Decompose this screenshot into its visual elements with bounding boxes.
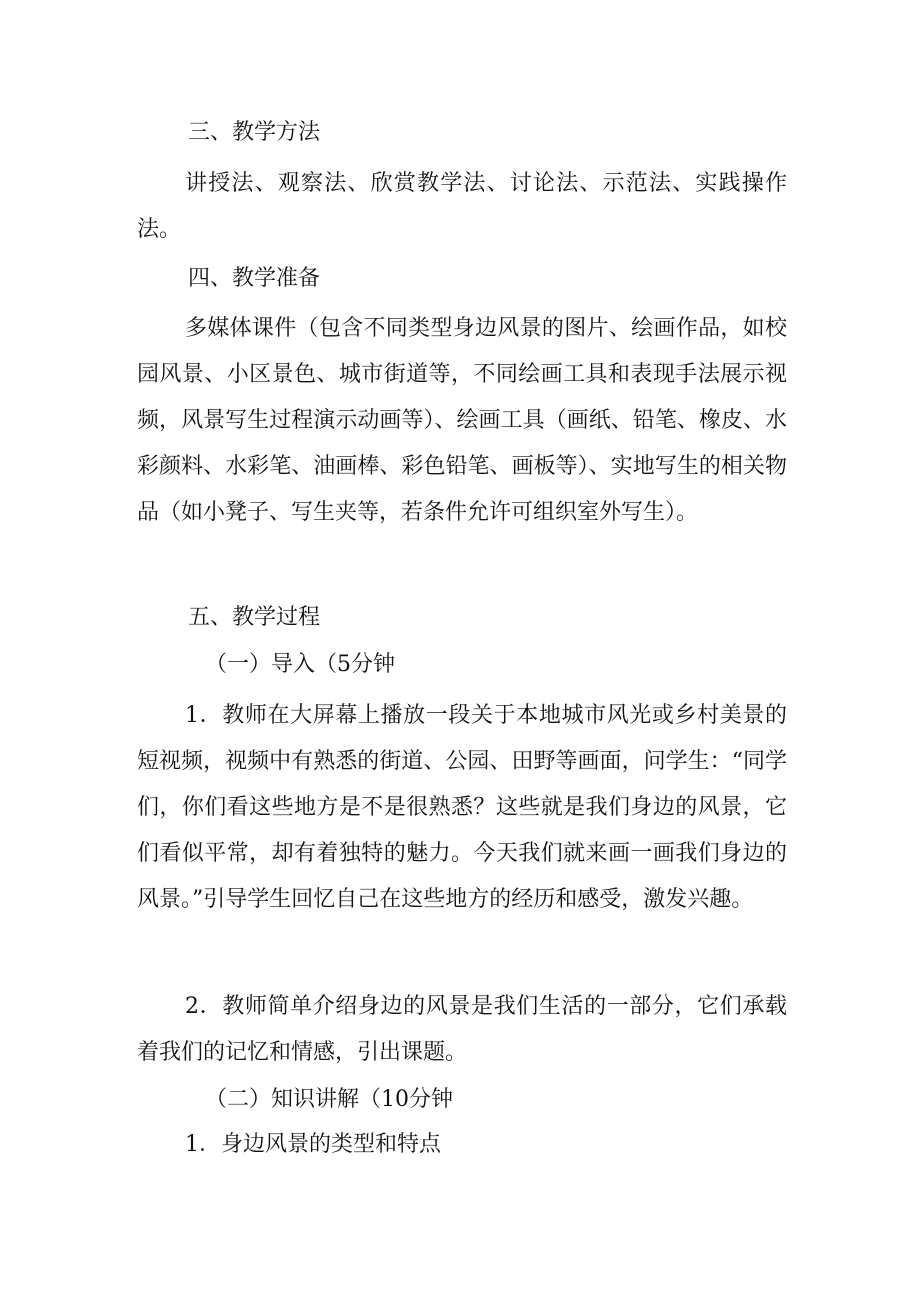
knowledge-item-1: 1．身边风景的类型和特点 — [185, 1132, 441, 1157]
section-heading-teaching-process: 五、教学过程 — [188, 605, 321, 630]
teaching-preparation-paragraph: 多媒体课件（包含不同类型身边风景的图片、绘画作品，如校园风景、小区景色、城市街道等，不同绘画工具和表现手法展示视频，风景写生过程演示动画等）、绘画工具（画纸、铅笔、橡皮、水彩颜料、水彩笔、油画棒、彩色铅笔、画板等）、实地写生的相关物品（如小凳子、写生夹等，若条件允许可组织室外写生）。 — [137, 316, 787, 525]
subsection-heading-introduction: （一）导入（5分钟 — [205, 652, 395, 677]
introduction-item-2: 2．教师简单介绍身边的风景是我们生活的一部分，它们承载着我们的记忆和情感，引出课题。 — [137, 994, 787, 1065]
teaching-methods-paragraph: 讲授法、观察法、欣赏教学法、讨论法、示范法、实践操作法。 — [137, 171, 787, 242]
section-heading-teaching-methods: 三、教学方法 — [188, 120, 321, 145]
section-heading-teaching-preparation: 四、教学准备 — [188, 266, 321, 291]
subsection-heading-knowledge-explanation: （二）知识讲解（10分钟 — [205, 1087, 453, 1112]
introduction-item-1: 1．教师在大屏幕上播放一段关于本地城市风光或乡村美景的短视频，视频中有熟悉的街道、公园、田野等画面，问学生：“同学们，你们看这些地方是不是很熟悉？这些就是我们身边的风景，它们看似平常，却有着独特的魅力。今天我们就来画一画我们身边的风景。”引导学生回忆自己在这些地方的经历和感受，激发兴趣。 — [137, 703, 787, 912]
